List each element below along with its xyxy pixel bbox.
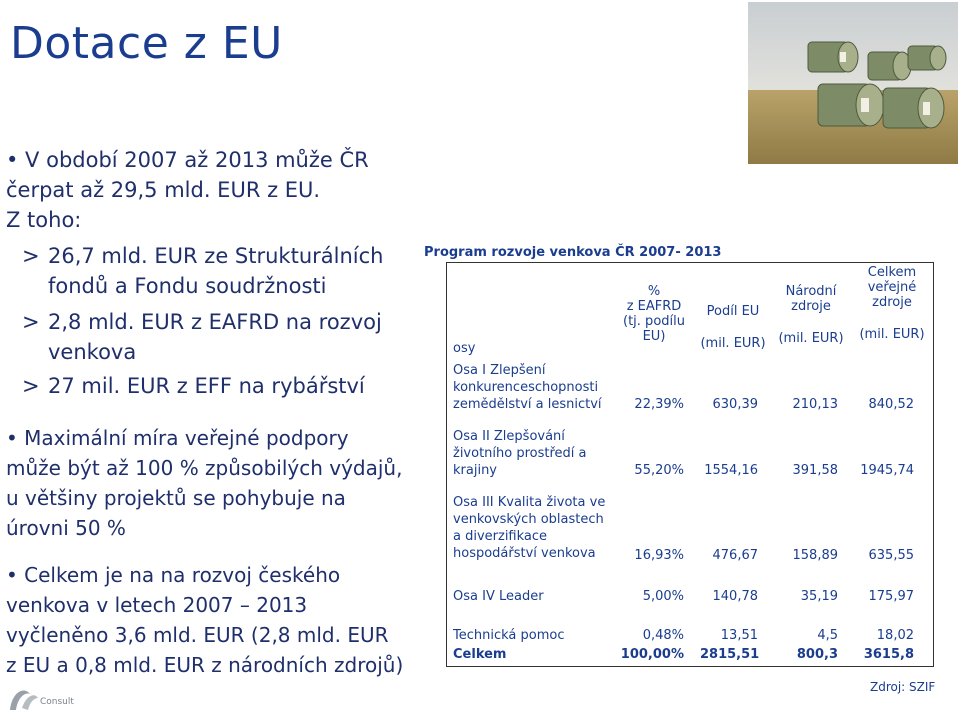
bullet-eu-funding bbox=[6, 145, 406, 235]
row-label-line: Osa III Kvalita života ve bbox=[453, 495, 606, 510]
slide-title: Dotace z EU bbox=[10, 18, 283, 69]
bullet-line: • Maximální míra veřejné podpory bbox=[6, 426, 349, 450]
header-line: % bbox=[647, 284, 661, 299]
header-line: z EAFRD bbox=[626, 299, 682, 314]
table-cell-eu: 13,51 bbox=[720, 628, 758, 643]
row-label-line: a diverzifikace bbox=[453, 529, 548, 544]
header-osy: osy bbox=[453, 341, 476, 356]
table-cell-pct: 55,20% bbox=[634, 463, 684, 478]
row-label-line: zemědělství a lesnictví bbox=[453, 397, 602, 412]
header-line: Celkem bbox=[867, 265, 917, 280]
subitem-line: 2,8 mld. EUR z EAFRD na rozvoj bbox=[48, 310, 382, 334]
header-line: (mil. EUR) bbox=[700, 336, 766, 351]
bullet-line: z EU a 0,8 mld. EUR z národních zdrojů) bbox=[6, 653, 404, 677]
table-cell-national: 4,5 bbox=[817, 628, 838, 643]
table-cell-total: 175,97 bbox=[868, 589, 914, 604]
table-cell-national: 158,89 bbox=[792, 548, 838, 563]
subitem-marker: > bbox=[22, 310, 40, 334]
bullet-line: může být až 100 % způsobilých výdajů, bbox=[6, 456, 403, 480]
table-cell-total: 3615,8 bbox=[863, 647, 914, 662]
subitem-structural-funds bbox=[22, 241, 383, 301]
table-cell-total: 1945,74 bbox=[860, 463, 914, 478]
table-cell-total: 635,55 bbox=[868, 548, 914, 563]
row-label-line: hospodářství venkova bbox=[453, 546, 596, 561]
table-cell-national: 210,13 bbox=[792, 397, 838, 412]
table-cell-pct: 0,48% bbox=[642, 628, 684, 643]
header-line: (mil. EUR) bbox=[778, 331, 844, 346]
header-total bbox=[856, 265, 928, 342]
table-cell-pct: 100,00% bbox=[620, 647, 684, 662]
header-line: Národní bbox=[785, 284, 837, 299]
subitem-eff bbox=[22, 371, 365, 401]
table-cell-eu: 2815,51 bbox=[700, 647, 760, 662]
table-cell-pct: 16,93% bbox=[634, 548, 684, 563]
subitem-marker: > bbox=[22, 374, 40, 398]
table-cell-eu: 630,39 bbox=[712, 397, 758, 412]
table-cell-eu: 476,67 bbox=[712, 548, 758, 563]
table-cell-pct: 22,39% bbox=[634, 397, 684, 412]
table-cell-national: 35,19 bbox=[800, 589, 838, 604]
header-line: (tj. podílu bbox=[623, 314, 685, 329]
bullet-line: úrovni 50 % bbox=[6, 516, 126, 540]
bullet-line: čerpat až 29,5 mld. EUR z EU. bbox=[6, 178, 321, 202]
subitem-line: 27 mil. EUR z EFF na rybářství bbox=[48, 374, 365, 398]
header-eu bbox=[700, 304, 766, 351]
header-line: zdroje bbox=[872, 295, 912, 310]
row-label-line: venkovských oblastech bbox=[453, 512, 604, 527]
table-row-label bbox=[453, 428, 623, 479]
table-row-label: Technická pomoc bbox=[453, 628, 565, 643]
subitem-line: venkova bbox=[48, 340, 137, 364]
bullet-line: u většiny projektů se pohybuje na bbox=[6, 486, 346, 510]
table-cell-total: 840,52 bbox=[868, 397, 914, 412]
header-line: zdroje bbox=[791, 299, 831, 314]
agro-consult-logo bbox=[4, 682, 74, 714]
subitem-line: fondů a Fondu soudržnosti bbox=[48, 274, 327, 298]
logo-text: Consult bbox=[40, 697, 74, 707]
subitem-eafrd bbox=[22, 307, 382, 367]
bullet-line: venkova v letech 2007 – 2013 bbox=[6, 593, 308, 617]
table-row-label bbox=[453, 494, 623, 562]
row-label-line: Osa II Zlepšování bbox=[453, 429, 565, 444]
header-line: Podíl EU bbox=[706, 304, 760, 319]
bullet-max-support bbox=[6, 423, 421, 543]
table-row-label bbox=[453, 362, 623, 413]
bullet-total-rural bbox=[6, 560, 421, 680]
row-label-line: životního prostředí a bbox=[453, 446, 587, 461]
money-bales-photo bbox=[748, 2, 958, 164]
header-line: (mil. EUR) bbox=[859, 327, 925, 342]
table-cell-national: 800,3 bbox=[796, 647, 838, 662]
header-pct bbox=[622, 284, 686, 344]
bullet-line: vyčleněno 3,6 mld. EUR (2,8 mld. EUR bbox=[6, 623, 389, 647]
table-cell-eu: 1554,16 bbox=[704, 463, 758, 478]
table-row-label: Osa IV Leader bbox=[453, 589, 544, 604]
table-row-label: Celkem bbox=[453, 647, 507, 662]
header-national bbox=[776, 284, 846, 346]
table-cell-national: 391,58 bbox=[792, 463, 838, 478]
table-cell-pct: 5,00% bbox=[642, 589, 684, 604]
table-cell-total: 18,02 bbox=[876, 628, 914, 643]
bullet-line: • V období 2007 až 2013 může ČR bbox=[6, 148, 369, 172]
header-line: EU) bbox=[642, 329, 666, 344]
header-line: veřejné bbox=[867, 280, 917, 295]
row-label-line: Osa I Zlepšení bbox=[453, 363, 546, 378]
table-cell-eu: 140,78 bbox=[712, 589, 758, 604]
source-note: Zdroj: SZIF bbox=[870, 680, 936, 694]
table-title: Program rozvoje venkova ČR 2007- 2013 bbox=[424, 245, 722, 260]
bullet-line: Z toho: bbox=[6, 208, 82, 232]
subitem-line: 26,7 mld. EUR ze Strukturálních bbox=[48, 244, 384, 268]
row-label-line: konkurenceschopnosti bbox=[453, 380, 599, 395]
subitem-marker: > bbox=[22, 244, 40, 268]
row-label-line: krajiny bbox=[453, 463, 497, 478]
bullet-line: • Celkem je na na rozvoj českého bbox=[6, 563, 341, 587]
